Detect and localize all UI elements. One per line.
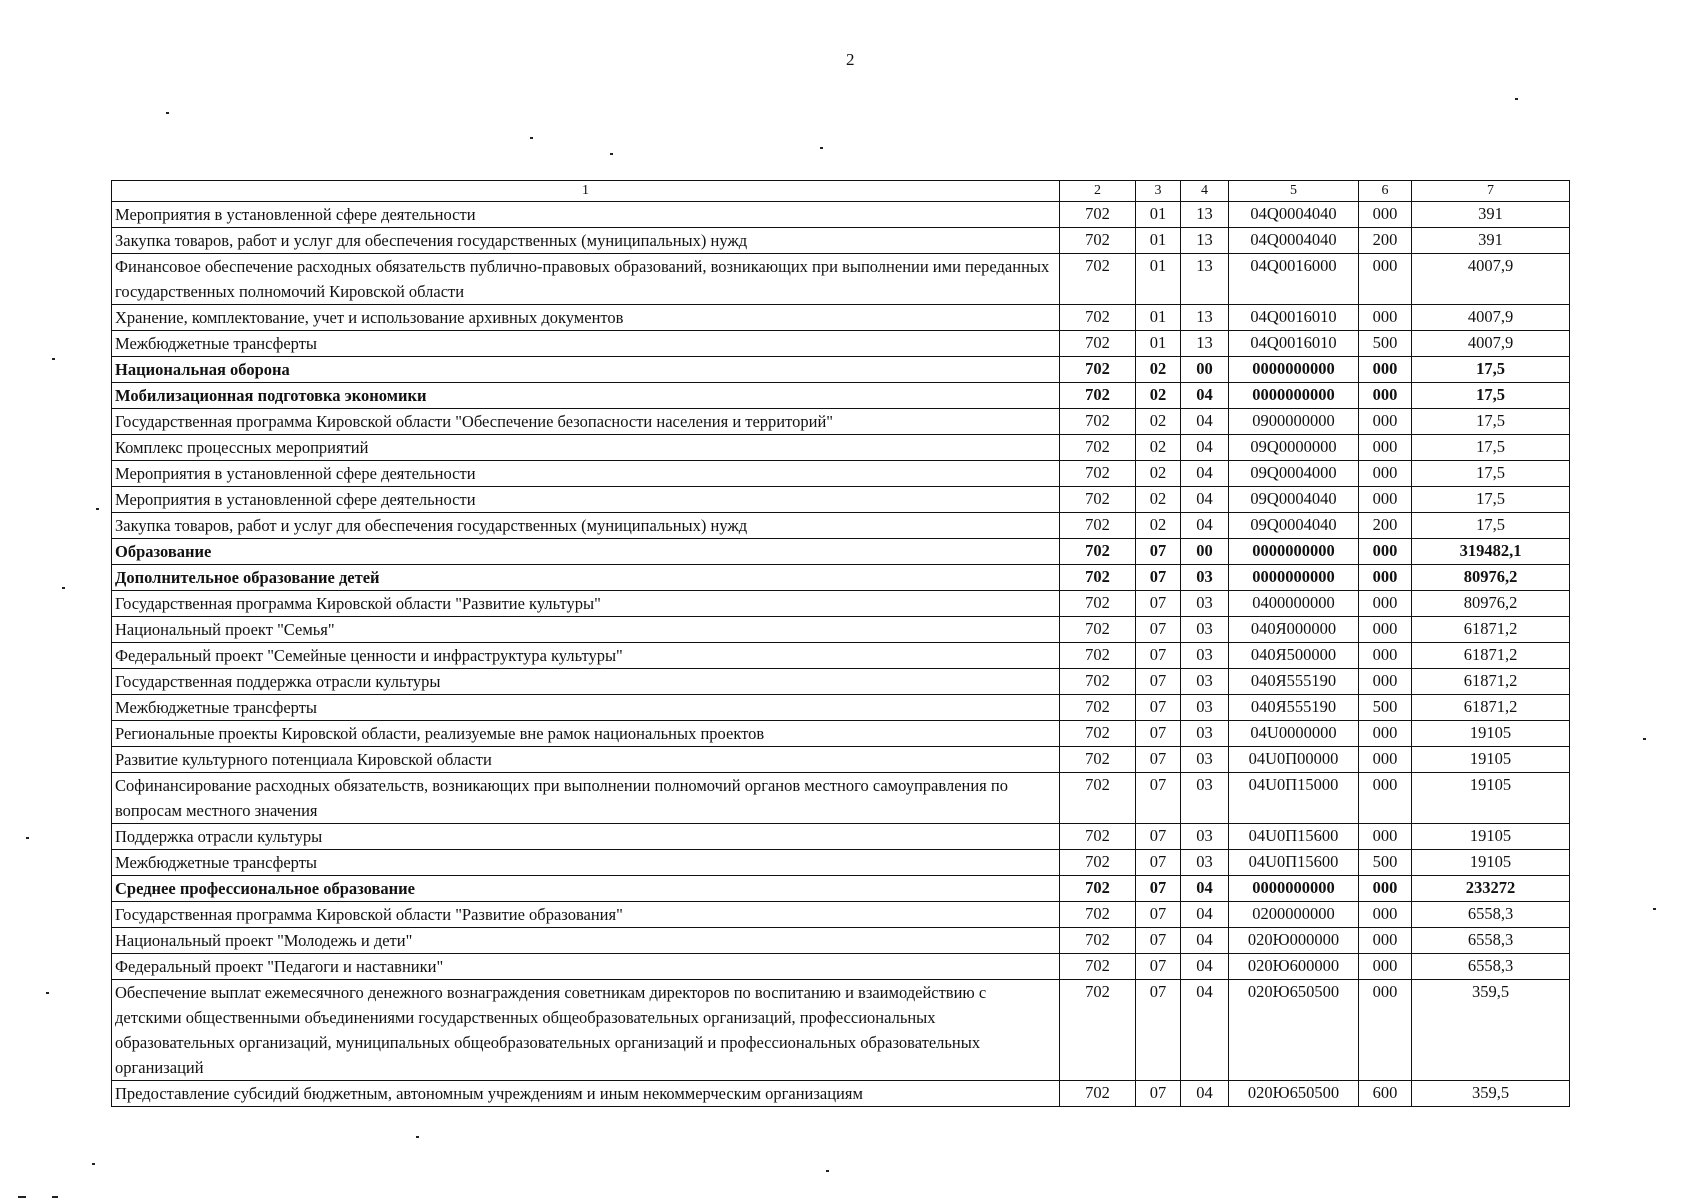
cell-target-article: 0400000000 <box>1229 591 1359 617</box>
cell-ministry-code: 702 <box>1060 824 1136 850</box>
cell-amount: 19105 <box>1412 721 1570 747</box>
table-row <box>112 695 1570 721</box>
cell-expense-type: 000 <box>1359 461 1412 487</box>
cell-ministry-code: 702 <box>1060 954 1136 980</box>
scan-speck <box>26 837 29 839</box>
cell-expense-type: 000 <box>1359 435 1412 461</box>
cell-subsection: 03 <box>1181 850 1229 876</box>
cell-expense-type: 000 <box>1359 487 1412 513</box>
cell-name: Дополнительное образование детей <box>112 565 1060 591</box>
cell-subsection: 03 <box>1181 824 1229 850</box>
cell-subsection: 03 <box>1181 643 1229 669</box>
cell-ministry-code: 702 <box>1060 409 1136 435</box>
cell-section: 02 <box>1136 461 1181 487</box>
table-row <box>112 850 1570 876</box>
cell-ministry-code: 702 <box>1060 721 1136 747</box>
cell-ministry-code: 702 <box>1060 1081 1136 1107</box>
cell-section: 02 <box>1136 513 1181 539</box>
cell-target-article: 09Q0004040 <box>1229 487 1359 513</box>
scan-speck <box>820 147 823 149</box>
scan-speck <box>1643 738 1646 740</box>
cell-amount: 19105 <box>1412 747 1570 773</box>
cell-section: 02 <box>1136 435 1181 461</box>
cell-target-article: 09Q0004040 <box>1229 513 1359 539</box>
cell-target-article: 020Ю650500 <box>1229 1081 1359 1107</box>
cell-amount: 359,5 <box>1412 1081 1570 1107</box>
cell-expense-type: 000 <box>1359 357 1412 383</box>
cell-target-article: 04Q0016010 <box>1229 305 1359 331</box>
cell-section: 07 <box>1136 617 1181 643</box>
cell-name: Софинансирование расходных обязательств, возникающих при выполнении полномочий органов местного самоуправления по вопросам местного значения <box>112 773 1060 824</box>
cell-expense-type: 000 <box>1359 409 1412 435</box>
cell-subsection: 03 <box>1181 669 1229 695</box>
cell-expense-type: 000 <box>1359 876 1412 902</box>
cell-expense-type: 000 <box>1359 617 1412 643</box>
cell-section: 07 <box>1136 902 1181 928</box>
cell-subsection: 04 <box>1181 928 1229 954</box>
cell-subsection: 04 <box>1181 980 1229 1081</box>
cell-expense-type: 000 <box>1359 591 1412 617</box>
cell-name: Межбюджетные трансферты <box>112 331 1060 357</box>
cell-subsection: 04 <box>1181 513 1229 539</box>
cell-expense-type: 200 <box>1359 228 1412 254</box>
cell-section: 01 <box>1136 202 1181 228</box>
cell-amount: 319482,1 <box>1412 539 1570 565</box>
cell-subsection: 00 <box>1181 539 1229 565</box>
column-header: 1 <box>112 181 1060 202</box>
cell-subsection: 13 <box>1181 228 1229 254</box>
cell-subsection: 03 <box>1181 617 1229 643</box>
cell-section: 07 <box>1136 980 1181 1081</box>
cell-name: Межбюджетные трансферты <box>112 695 1060 721</box>
cell-amount: 80976,2 <box>1412 591 1570 617</box>
cell-target-article: 04Q0016000 <box>1229 254 1359 305</box>
cell-ministry-code: 702 <box>1060 643 1136 669</box>
cell-section: 07 <box>1136 669 1181 695</box>
cell-amount: 6558,3 <box>1412 928 1570 954</box>
cell-target-article: 09Q0004000 <box>1229 461 1359 487</box>
cell-amount: 61871,2 <box>1412 669 1570 695</box>
cell-target-article: 04U0П00000 <box>1229 747 1359 773</box>
cell-name: Поддержка отрасли культуры <box>112 824 1060 850</box>
cell-target-article: 04U0П15600 <box>1229 824 1359 850</box>
cell-ministry-code: 702 <box>1060 228 1136 254</box>
cell-expense-type: 500 <box>1359 850 1412 876</box>
cell-name: Хранение, комплектование, учет и использование архивных документов <box>112 305 1060 331</box>
scan-speck <box>46 992 49 994</box>
scan-speck <box>416 1136 419 1138</box>
cell-name: Федеральный проект "Семейные ценности и инфраструктура культуры" <box>112 643 1060 669</box>
cell-section: 02 <box>1136 487 1181 513</box>
cell-expense-type: 000 <box>1359 539 1412 565</box>
column-header: 4 <box>1181 181 1229 202</box>
cell-target-article: 0000000000 <box>1229 539 1359 565</box>
table-row <box>112 331 1570 357</box>
cell-ministry-code: 702 <box>1060 487 1136 513</box>
cell-target-article: 0000000000 <box>1229 383 1359 409</box>
table-body <box>112 202 1570 1107</box>
cell-ministry-code: 702 <box>1060 305 1136 331</box>
table-row <box>112 254 1570 305</box>
cell-subsection: 03 <box>1181 565 1229 591</box>
cell-name: Национальный проект "Семья" <box>112 617 1060 643</box>
cell-name: Региональные проекты Кировской области, реализуемые вне рамок национальных проектов <box>112 721 1060 747</box>
cell-expense-type: 000 <box>1359 383 1412 409</box>
cell-ministry-code: 702 <box>1060 928 1136 954</box>
cell-expense-type: 500 <box>1359 331 1412 357</box>
table-row <box>112 305 1570 331</box>
cell-expense-type: 000 <box>1359 565 1412 591</box>
cell-subsection: 03 <box>1181 695 1229 721</box>
cell-amount: 4007,9 <box>1412 254 1570 305</box>
cell-amount: 19105 <box>1412 773 1570 824</box>
cell-amount: 61871,2 <box>1412 643 1570 669</box>
cell-expense-type: 200 <box>1359 513 1412 539</box>
cell-section: 01 <box>1136 331 1181 357</box>
cell-expense-type: 000 <box>1359 928 1412 954</box>
cell-amount: 80976,2 <box>1412 565 1570 591</box>
cell-target-article: 020Ю650500 <box>1229 980 1359 1081</box>
cell-section: 02 <box>1136 383 1181 409</box>
cell-ministry-code: 702 <box>1060 980 1136 1081</box>
cell-subsection: 03 <box>1181 591 1229 617</box>
cell-section: 02 <box>1136 409 1181 435</box>
cell-ministry-code: 702 <box>1060 617 1136 643</box>
cell-target-article: 020Ю000000 <box>1229 928 1359 954</box>
column-header: 7 <box>1412 181 1570 202</box>
cell-name: Межбюджетные трансферты <box>112 850 1060 876</box>
scan-speck <box>52 1196 58 1198</box>
cell-subsection: 03 <box>1181 721 1229 747</box>
table-row <box>112 435 1570 461</box>
scan-speck <box>18 1196 26 1198</box>
table-row <box>112 383 1570 409</box>
cell-ministry-code: 702 <box>1060 539 1136 565</box>
cell-section: 07 <box>1136 824 1181 850</box>
cell-target-article: 020Ю600000 <box>1229 954 1359 980</box>
table-row <box>112 721 1570 747</box>
cell-subsection: 13 <box>1181 254 1229 305</box>
cell-ministry-code: 702 <box>1060 357 1136 383</box>
scan-speck <box>92 1163 95 1165</box>
cell-expense-type: 000 <box>1359 824 1412 850</box>
cell-target-article: 040Я500000 <box>1229 643 1359 669</box>
cell-target-article: 04Q0004040 <box>1229 202 1359 228</box>
table-row <box>112 954 1570 980</box>
cell-section: 07 <box>1136 850 1181 876</box>
cell-expense-type: 000 <box>1359 980 1412 1081</box>
cell-expense-type: 000 <box>1359 254 1412 305</box>
cell-amount: 17,5 <box>1412 357 1570 383</box>
cell-name: Мероприятия в установленной сфере деятельности <box>112 461 1060 487</box>
cell-name: Комплекс процессных мероприятий <box>112 435 1060 461</box>
table-row <box>112 228 1570 254</box>
cell-target-article: 09Q0000000 <box>1229 435 1359 461</box>
table-row <box>112 357 1570 383</box>
table-row <box>112 513 1570 539</box>
cell-name: Финансовое обеспечение расходных обязательств публично-правовых образований, возникающих при выполнении ими переданных государственных полномочий Кировской области <box>112 254 1060 305</box>
column-header: 2 <box>1060 181 1136 202</box>
cell-expense-type: 000 <box>1359 902 1412 928</box>
cell-amount: 391 <box>1412 228 1570 254</box>
table-row <box>112 876 1570 902</box>
cell-ministry-code: 702 <box>1060 902 1136 928</box>
cell-expense-type: 000 <box>1359 305 1412 331</box>
table-row <box>112 643 1570 669</box>
cell-target-article: 0000000000 <box>1229 876 1359 902</box>
cell-expense-type: 000 <box>1359 747 1412 773</box>
cell-name: Обеспечение выплат ежемесячного денежного вознаграждения советникам директоров по воспитанию и взаимодействию с детскими общественными объединениями государственных общеобразовательных организаций, профессиональных образовательных организаций, муниципальных общеобразовательных организаций и профессиональных образовательных организаций <box>112 980 1060 1081</box>
cell-expense-type: 000 <box>1359 202 1412 228</box>
cell-section: 07 <box>1136 928 1181 954</box>
cell-section: 07 <box>1136 721 1181 747</box>
table-row <box>112 773 1570 824</box>
cell-name: Государственная программа Кировской области "Развитие образования" <box>112 902 1060 928</box>
cell-subsection: 04 <box>1181 954 1229 980</box>
cell-section: 07 <box>1136 876 1181 902</box>
cell-subsection: 04 <box>1181 435 1229 461</box>
cell-name: Национальный проект "Молодежь и дети" <box>112 928 1060 954</box>
table-header-row <box>112 181 1570 202</box>
cell-expense-type: 000 <box>1359 643 1412 669</box>
cell-amount: 61871,2 <box>1412 617 1570 643</box>
cell-ministry-code: 702 <box>1060 202 1136 228</box>
cell-expense-type: 000 <box>1359 954 1412 980</box>
cell-name: Среднее профессиональное образование <box>112 876 1060 902</box>
cell-ministry-code: 702 <box>1060 254 1136 305</box>
cell-name: Мобилизационная подготовка экономики <box>112 383 1060 409</box>
table-row <box>112 461 1570 487</box>
cell-ministry-code: 702 <box>1060 461 1136 487</box>
table-row <box>112 202 1570 228</box>
cell-ministry-code: 702 <box>1060 773 1136 824</box>
cell-name: Государственная поддержка отрасли культуры <box>112 669 1060 695</box>
cell-ministry-code: 702 <box>1060 747 1136 773</box>
cell-subsection: 04 <box>1181 383 1229 409</box>
scan-speck <box>52 358 55 360</box>
cell-name: Образование <box>112 539 1060 565</box>
cell-name: Мероприятия в установленной сфере деятельности <box>112 487 1060 513</box>
cell-expense-type: 000 <box>1359 669 1412 695</box>
cell-amount: 19105 <box>1412 850 1570 876</box>
cell-target-article: 0200000000 <box>1229 902 1359 928</box>
table-row <box>112 1081 1570 1107</box>
table-row <box>112 824 1570 850</box>
cell-name: Предоставление субсидий бюджетным, автономным учреждениям и иным некоммерческим организациям <box>112 1081 1060 1107</box>
cell-amount: 6558,3 <box>1412 902 1570 928</box>
cell-target-article: 04Q0016010 <box>1229 331 1359 357</box>
cell-target-article: 040Я000000 <box>1229 617 1359 643</box>
cell-section: 01 <box>1136 254 1181 305</box>
cell-name: Национальная оборона <box>112 357 1060 383</box>
cell-expense-type: 000 <box>1359 773 1412 824</box>
cell-ministry-code: 702 <box>1060 850 1136 876</box>
cell-amount: 17,5 <box>1412 409 1570 435</box>
cell-section: 07 <box>1136 565 1181 591</box>
cell-target-article: 0900000000 <box>1229 409 1359 435</box>
cell-subsection: 04 <box>1181 409 1229 435</box>
table-row <box>112 409 1570 435</box>
cell-name: Мероприятия в установленной сфере деятельности <box>112 202 1060 228</box>
scan-speck <box>826 1170 829 1172</box>
page-number: 2 <box>846 50 855 69</box>
scan-speck <box>62 587 65 589</box>
cell-amount: 17,5 <box>1412 461 1570 487</box>
cell-subsection: 04 <box>1181 1081 1229 1107</box>
table-row <box>112 591 1570 617</box>
cell-target-article: 040Я555190 <box>1229 669 1359 695</box>
cell-section: 02 <box>1136 357 1181 383</box>
table-row <box>112 617 1570 643</box>
cell-amount: 17,5 <box>1412 435 1570 461</box>
table-row <box>112 487 1570 513</box>
cell-amount: 17,5 <box>1412 487 1570 513</box>
cell-name: Государственная программа Кировской области "Развитие культуры" <box>112 591 1060 617</box>
cell-target-article: 04Q0004040 <box>1229 228 1359 254</box>
scan-speck <box>1515 98 1518 100</box>
table-row <box>112 928 1570 954</box>
cell-name: Закупка товаров, работ и услуг для обеспечения государственных (муниципальных) нужд <box>112 228 1060 254</box>
table-row <box>112 539 1570 565</box>
table-row <box>112 747 1570 773</box>
cell-subsection: 13 <box>1181 305 1229 331</box>
cell-section: 07 <box>1136 954 1181 980</box>
scan-speck <box>610 153 613 155</box>
cell-ministry-code: 702 <box>1060 669 1136 695</box>
cell-ministry-code: 702 <box>1060 591 1136 617</box>
table-row <box>112 902 1570 928</box>
cell-section: 07 <box>1136 591 1181 617</box>
table-row <box>112 980 1570 1081</box>
scan-speck <box>96 508 99 510</box>
cell-subsection: 04 <box>1181 902 1229 928</box>
cell-ministry-code: 702 <box>1060 876 1136 902</box>
cell-ministry-code: 702 <box>1060 331 1136 357</box>
cell-name: Государственная программа Кировской области "Обеспечение безопасности населения и территорий" <box>112 409 1060 435</box>
cell-subsection: 04 <box>1181 876 1229 902</box>
cell-amount: 359,5 <box>1412 980 1570 1081</box>
cell-amount: 19105 <box>1412 824 1570 850</box>
cell-section: 07 <box>1136 695 1181 721</box>
cell-section: 01 <box>1136 228 1181 254</box>
cell-target-article: 0000000000 <box>1229 565 1359 591</box>
cell-ministry-code: 702 <box>1060 435 1136 461</box>
budget-table <box>111 180 1570 1107</box>
scan-speck <box>530 137 533 139</box>
cell-subsection: 00 <box>1181 357 1229 383</box>
cell-target-article: 04U0000000 <box>1229 721 1359 747</box>
scan-speck <box>1653 908 1656 910</box>
cell-amount: 4007,9 <box>1412 331 1570 357</box>
cell-target-article: 0000000000 <box>1229 357 1359 383</box>
cell-expense-type: 600 <box>1359 1081 1412 1107</box>
cell-subsection: 13 <box>1181 202 1229 228</box>
scan-speck <box>166 112 169 114</box>
cell-section: 07 <box>1136 1081 1181 1107</box>
column-header: 5 <box>1229 181 1359 202</box>
cell-subsection: 13 <box>1181 331 1229 357</box>
cell-ministry-code: 702 <box>1060 695 1136 721</box>
cell-amount: 6558,3 <box>1412 954 1570 980</box>
cell-section: 01 <box>1136 305 1181 331</box>
cell-section: 07 <box>1136 643 1181 669</box>
cell-amount: 61871,2 <box>1412 695 1570 721</box>
cell-target-article: 04U0П15600 <box>1229 850 1359 876</box>
cell-amount: 4007,9 <box>1412 305 1570 331</box>
cell-ministry-code: 702 <box>1060 383 1136 409</box>
cell-subsection: 04 <box>1181 461 1229 487</box>
cell-name: Закупка товаров, работ и услуг для обеспечения государственных (муниципальных) нужд <box>112 513 1060 539</box>
column-header: 3 <box>1136 181 1181 202</box>
column-header: 6 <box>1359 181 1412 202</box>
cell-section: 07 <box>1136 773 1181 824</box>
cell-subsection: 03 <box>1181 747 1229 773</box>
cell-target-article: 04U0П15000 <box>1229 773 1359 824</box>
table-row <box>112 565 1570 591</box>
cell-expense-type: 500 <box>1359 695 1412 721</box>
cell-amount: 17,5 <box>1412 513 1570 539</box>
cell-amount: 17,5 <box>1412 383 1570 409</box>
cell-target-article: 040Я555190 <box>1229 695 1359 721</box>
cell-amount: 391 <box>1412 202 1570 228</box>
cell-ministry-code: 702 <box>1060 513 1136 539</box>
table-row <box>112 669 1570 695</box>
cell-ministry-code: 702 <box>1060 565 1136 591</box>
cell-name: Федеральный проект "Педагоги и наставники" <box>112 954 1060 980</box>
cell-subsection: 03 <box>1181 773 1229 824</box>
cell-subsection: 04 <box>1181 487 1229 513</box>
cell-expense-type: 000 <box>1359 721 1412 747</box>
cell-amount: 233272 <box>1412 876 1570 902</box>
cell-name: Развитие культурного потенциала Кировской области <box>112 747 1060 773</box>
cell-section: 07 <box>1136 539 1181 565</box>
cell-section: 07 <box>1136 747 1181 773</box>
